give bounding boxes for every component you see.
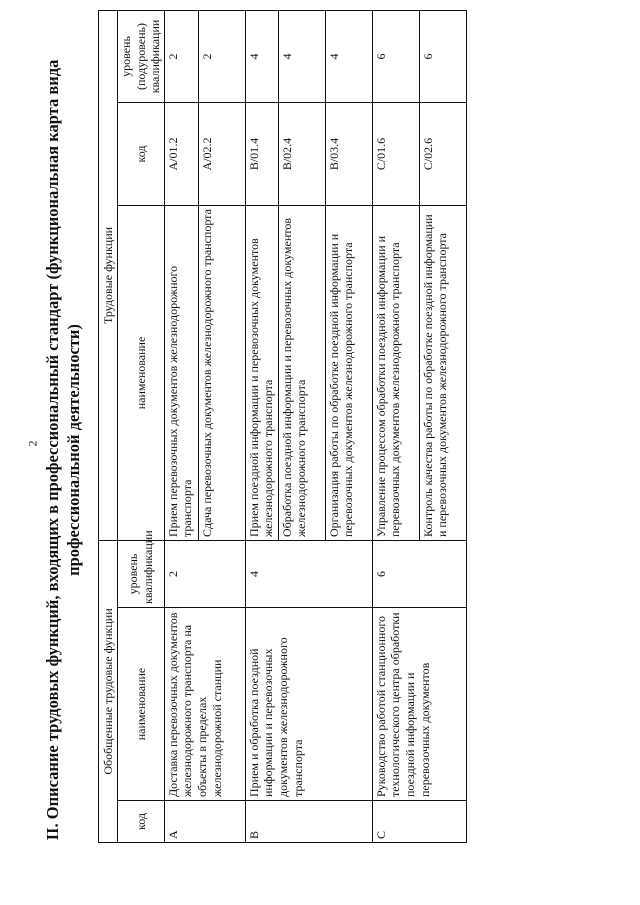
function-name: Прием поездной информации и перевозочных документов железнодорожного транспорта [245, 205, 278, 540]
function-name: Организация работы по обработке поездной информации и перевозочных документов железнодорожного транспорта [325, 205, 372, 540]
header-qualification-level: уровень квалификации [118, 540, 165, 607]
page-number: 2 [25, 440, 40, 447]
group-name: Прием и обработка поездной информации и перевозочных документов железнодорожного транспорта [245, 608, 372, 801]
header-row-groups [99, 10, 118, 842]
function-level: 4 [278, 10, 325, 102]
section-title-line-2: профессиональной деятельности) [64, 324, 83, 576]
group-name: Доставка перевозочных документов железнодорожного транспорта на объекты в пределах железнодорожной станции [164, 608, 245, 801]
function-code: B/02.4 [278, 102, 325, 205]
section-title [42, 35, 84, 865]
group-name: Руководство работой станционного технологического центра обработки поездной информации и перевозочных документов [372, 608, 466, 801]
group-code: B [245, 801, 372, 843]
table-row [245, 10, 278, 842]
table-row [372, 10, 419, 842]
function-name: Управление процессом обработки поездной информации и перевозочных документов железнодорожного транспорта [372, 205, 419, 540]
group-code: A [164, 801, 245, 843]
function-level: 6 [372, 10, 419, 102]
group-level: 4 [245, 540, 372, 607]
header-tf-level: уровень (подуровень) квалификации [118, 10, 165, 102]
header-tf-name: наименование [118, 205, 165, 540]
function-level: 6 [419, 10, 466, 102]
function-level: 4 [245, 10, 278, 102]
table-row [164, 10, 198, 842]
function-code: C/02.6 [419, 102, 466, 205]
section-title-line-1: II. Описание трудовых функций, входящих в профессиональный стандарт (функциональная карта вида [43, 59, 62, 841]
group-level: 6 [372, 540, 466, 607]
header-labor-functions: Трудовые функции [99, 10, 118, 540]
function-code: B/01.4 [245, 102, 278, 205]
function-code: C/01.6 [372, 102, 419, 205]
header-code: код [118, 801, 165, 843]
function-level: 2 [198, 10, 245, 102]
header-tf-code: код [118, 102, 165, 205]
header-name: наименование [118, 608, 165, 801]
function-name: Прием перевозочных документов железнодорожного транспорта [164, 205, 198, 540]
function-level: 2 [164, 10, 198, 102]
function-name: Обработка поездной информации и перевозочных документов железнодорожного транспорта [278, 205, 325, 540]
function-code: A/01.2 [164, 102, 198, 205]
function-name: Контроль качества работы по обработке поездной информации и перевозочных документов железнодорожного транспорта [419, 205, 466, 540]
functional-map-table [98, 10, 467, 843]
header-row-columns [118, 10, 165, 842]
function-name: Сдача перевозочных документов железнодорожного транспорта [198, 205, 245, 540]
group-code: C [372, 801, 466, 843]
header-generalized-functions: Обобщенные трудовые функции [99, 540, 118, 842]
function-code: A/02.2 [198, 102, 245, 205]
function-level: 4 [325, 10, 372, 102]
group-level: 2 [164, 540, 245, 607]
function-code: B/03.4 [325, 102, 372, 205]
